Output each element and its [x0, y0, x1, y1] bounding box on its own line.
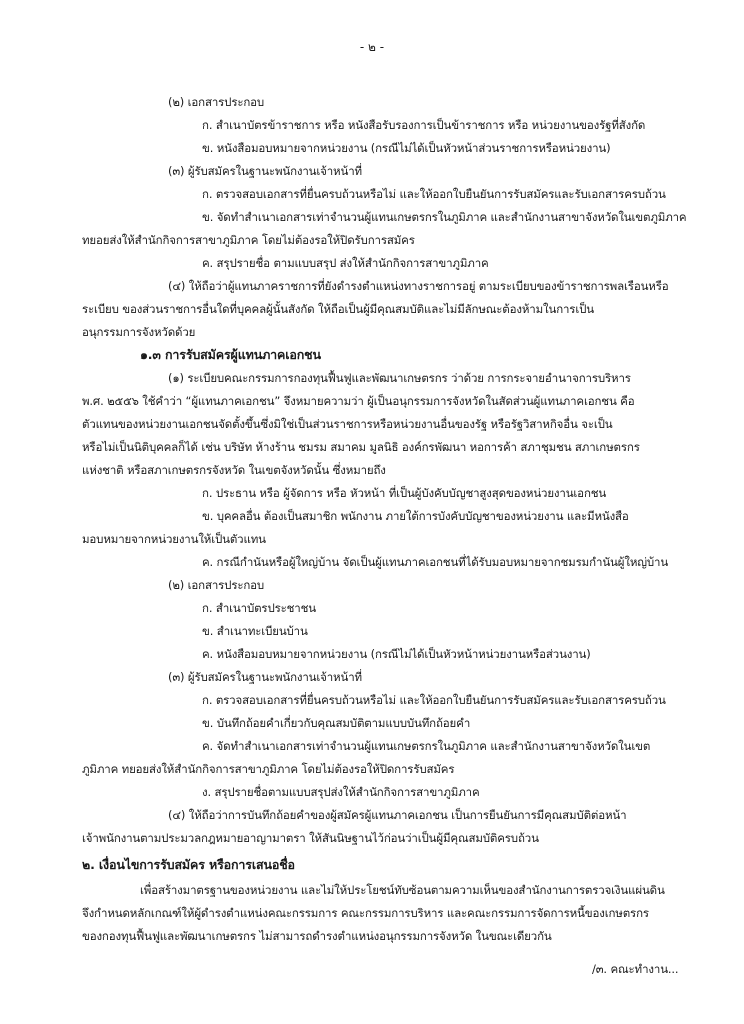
text-line: (๒) เอกสารประกอบ	[168, 95, 265, 109]
text-line: ก. ประธาน หรือ ผู้จัดการ หรือ หัวหน้า ที่เป็นผู้บังคับบัญชาสูงสุดของหน่วยงานเอกชน	[202, 486, 607, 500]
text-line: ค. กรณีกำนันหรือผู้ใหญ่บ้าน จัดเป็นผู้แทนภาคเอกชนที่ได้รับมอบหมายจากชมรมกำนันผู้ใหญ่บ้าน	[202, 555, 669, 569]
text-line: ค. สรุปรายชื่อ ตามแบบสรุป ส่งให้สำนักกิจการสาขาภูมิภาค	[202, 256, 489, 270]
text-line: ตัวแทนของหน่วยงานเอกชนจัดตั้งขึ้นซึ่งมิใช่เป็นส่วนราชการหรือหน่วยงานอื่นของรัฐ หรือรัฐวิสาหกิจอื่น จะเป็น	[82, 417, 613, 431]
text-line: หรือไม่เป็นนิติบุคคลก็ได้ เช่น บริษัท ห้างร้าน ชมรม สมาคม มูลนิธิ องค์กรพัฒนา หอการค้า สภาชุมชน สภาเกษตรกร	[82, 440, 640, 454]
text-line: ก. สำเนาบัตรข้าราชการ หรือ หนังสือรับรองการเป็นข้าราชการ หรือ หน่วยงานของรัฐที่สังกัด	[202, 118, 646, 132]
text-line: (๒) เอกสารประกอบ	[168, 578, 265, 592]
text-line: ข. บุคคลอื่น ต้องเป็นสมาชิก พนักงาน ภายใต้การบังคับบัญชาของหน่วยงาน และมีหนังสือ	[202, 509, 629, 523]
text-line: ก. ตรวจสอบเอกสารที่ยื่นครบถ้วนหรือไม่ และให้ออกใบยืนยันการรับสมัครและรับเอกสารครบถ้วน	[202, 187, 666, 201]
continuation-note: /๓. คณะทำงาน...	[592, 962, 679, 976]
text-line: เพื่อสร้างมาตรฐานของหน่วยงาน และไม่ให้ประโยชน์ทับซ้อนตามความเห็นของสำนักงานการตรวจเงินแผ่นดิน	[140, 883, 665, 897]
text-line: เจ้าพนักงานตามประมวลกฎหมายอาญามาตรา ให้สันนิษฐานไว้ก่อนว่าเป็นผู้มีคุณสมบัติครบถ้วน	[82, 831, 539, 845]
text-line: อนุกรรมการจังหวัดด้วย	[82, 325, 196, 339]
text-line: ข. จัดทำสำเนาเอกสารเท่าจำนวนผู้แทนเกษตรกรในภูมิภาค และสำนักงานสาขาจังหวัดในเขตภูมิภาค	[202, 210, 687, 224]
text-line: (๓) ผู้รับสมัครในฐานะพนักงานเจ้าหน้าที่	[168, 670, 362, 684]
text-line: ค. หนังสือมอบหมายจากหน่วยงาน (กรณีไม่ได้เป็นหัวหน้าหน่วยงานหรือส่วนงาน)	[202, 647, 591, 661]
text-line: ค. จัดทำสำเนาเอกสารเท่าจำนวนผู้แทนเกษตรกรในภูมิภาค และสำนักงานสาขาจังหวัดในเขต	[202, 739, 651, 753]
text-line: ทยอยส่งให้สำนักกิจการสาขาภูมิภาค โดยไม่ต้องรอให้ปิดรับการสมัคร	[82, 233, 415, 247]
text-line: ข. สำเนาทะเบียนบ้าน	[202, 624, 308, 638]
text-line: (๔) ให้ถือว่าผู้แทนภาคราชการที่ยังดำรงตำแหน่งทางราชการอยู่ ตามระเบียบของข้าราชการพลเรือนหรือ	[168, 279, 669, 293]
text-line: ระเบียบ ของส่วนราชการอื่นใดที่บุคคลผู้นั้นสังกัด ให้ถือเป็นผู้มีคุณสมบัติและไม่มีลักษณะต้องห้ามในการเป็น	[82, 302, 594, 316]
text-line: จึงกำหนดหลักเกณฑ์ให้ผู้ดำรงตำแหน่งคณะกรรมการ คณะกรรมการบริหาร และคณะกรรมการจัดการหนี้ของเกษตรกร	[82, 906, 649, 920]
section-heading: ๑.๓ การรับสมัครผู้แทนภาคเอกชน	[140, 347, 321, 362]
text-line: (๓) ผู้รับสมัครในฐานะพนักงานเจ้าหน้าที่	[168, 164, 362, 178]
text-line: พ.ศ. ๒๕๕๖ ใช้คำว่า “ผู้แทนภาคเอกชน” จึงหมายความว่า ผู้เป็นอนุกรรมการจังหวัดในสัดส่วนผู้แทนภาคเอกชน คือ	[82, 394, 635, 408]
text-line: ข. บันทึกถ้อยคำเกี่ยวกับคุณสมบัติตามแบบบันทึกถ้อยคำ	[202, 716, 471, 730]
text-line: ง. สรุปรายชื่อตามแบบสรุปส่งให้สำนักกิจการสาขาภูมิภาค	[202, 785, 480, 799]
text-line: แห่งชาติ หรือสภาเกษตรกรจังหวัด ในเขตจังหวัดนั้น ซึ่งหมายถึง	[82, 463, 386, 477]
text-line: มอบหมายจากหน่วยงานให้เป็นตัวแทน	[82, 532, 266, 546]
text-line: (๑) ระเบียบคณะกรรมการกองทุนฟื้นฟูและพัฒนาเกษตรกร ว่าด้วย การกระจายอำนาจการบริหาร	[168, 371, 631, 385]
text-line: ก. สำเนาบัตรประชาชน	[202, 601, 316, 615]
text-line: ข. หนังสือมอบหมายจากหน่วยงาน (กรณีไม่ได้เป็นหัวหน้าส่วนราชการหรือหน่วยงาน)	[202, 141, 611, 155]
text-line: ก. ตรวจสอบเอกสารที่ยื่นครบถ้วนหรือไม่ และให้ออกใบยืนยันการรับสมัครและรับเอกสารครบถ้วน	[202, 693, 666, 707]
text-line: ของกองทุนฟื้นฟูและพัฒนาเกษตรกร ไม่สามารถดำรงตำแหน่งอนุกรรมการจังหวัด ในขณะเดียวกัน	[82, 929, 552, 943]
text-line: ภูมิภาค ทยอยส่งให้สำนักกิจการสาขาภูมิภาค โดยไม่ต้องรอให้ปิดการรับสมัคร	[82, 762, 455, 776]
text-line: (๔) ให้ถือว่าการบันทึกถ้อยคำของผู้สมัครผู้แทนภาคเอกชน เป็นการยืนยันการมีคุณสมบัติต่อหน้า	[168, 808, 627, 822]
page-number: - ๒ -	[359, 40, 385, 54]
section-heading: ๒. เงื่อนไขการรับสมัคร หรือการเสนอชื่อ	[82, 857, 295, 872]
